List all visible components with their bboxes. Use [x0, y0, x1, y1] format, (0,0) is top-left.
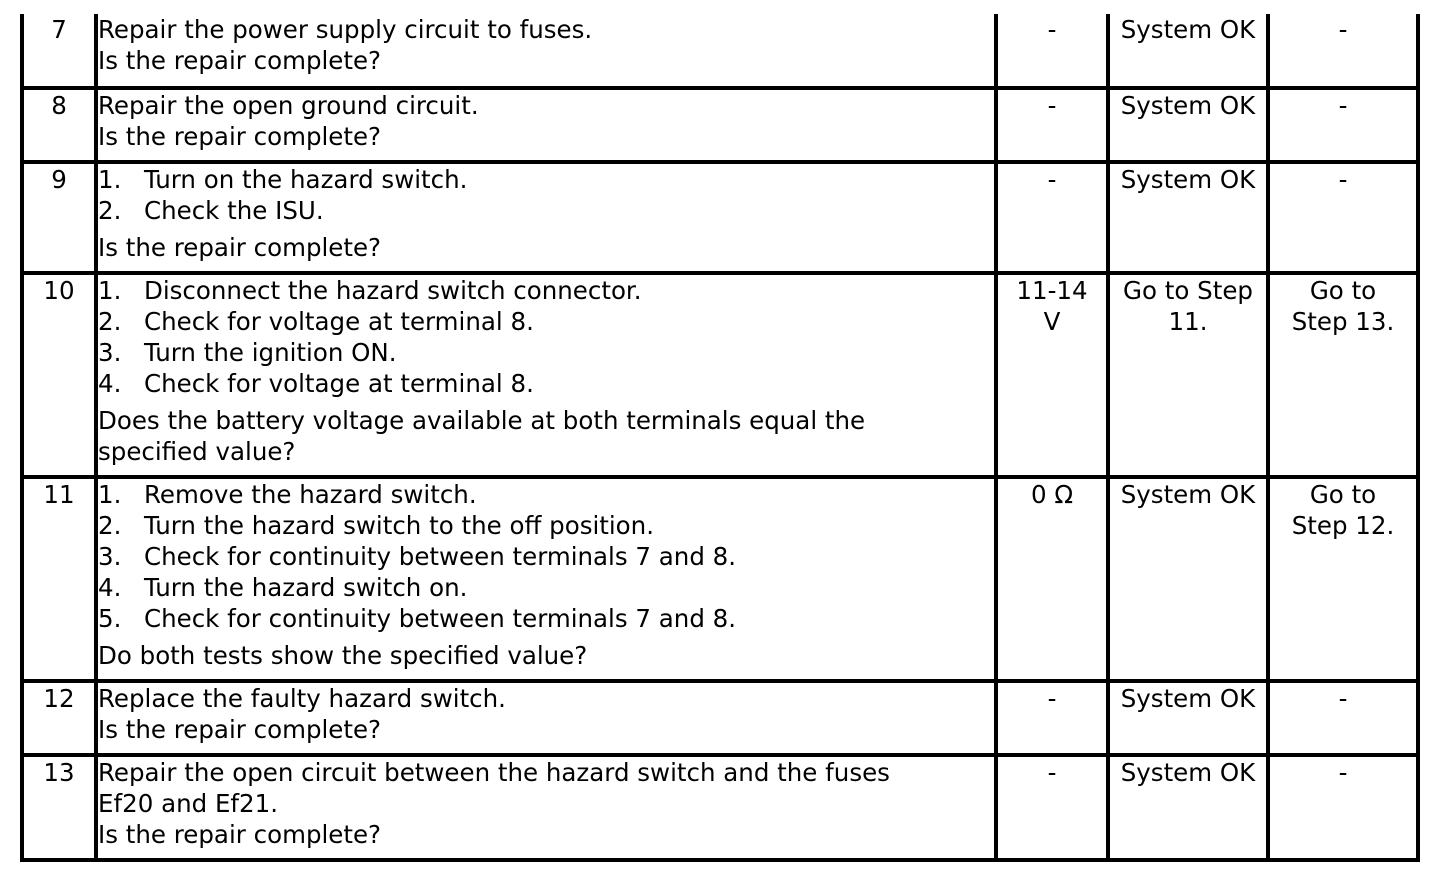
action-text: Repair the power supply circuit to fuses. — [98, 15, 593, 44]
list-item — [98, 195, 994, 226]
no-cell — [1268, 477, 1418, 681]
yes-cell: System OK — [1108, 162, 1268, 273]
action-cell — [96, 477, 996, 681]
action-cell — [96, 162, 996, 273]
value-cell: 0 Ω — [996, 477, 1108, 681]
value-cell: - — [996, 681, 1108, 755]
step-number: 10 — [22, 273, 96, 477]
table-row — [22, 273, 1418, 477]
action-text: Ef20 and Ef21. — [98, 789, 279, 818]
diagnostic-table-container — [20, 14, 1420, 862]
list-text: Check for continuity between terminals 7 and 8. — [144, 542, 737, 571]
value-cell: - — [996, 162, 1108, 273]
list-text: Turn the hazard switch on. — [144, 573, 468, 602]
action-cell — [96, 681, 996, 755]
value-line: 11-14 — [1016, 276, 1088, 305]
list-item — [98, 541, 994, 572]
table-row — [22, 755, 1418, 860]
yes-cell — [1108, 273, 1268, 477]
list-text: Turn on the hazard switch. — [144, 165, 468, 194]
list-number: 4. — [98, 573, 122, 602]
list-text: Check for voltage at terminal 8. — [144, 369, 534, 398]
value-line: V — [1043, 307, 1061, 336]
action-question: Do both tests show the specified value? — [98, 641, 588, 670]
list-item — [98, 368, 994, 399]
action-text: Replace the faulty hazard switch. — [98, 684, 506, 713]
list-text: Disconnect the hazard switch connector. — [144, 276, 642, 305]
action-cell — [96, 14, 996, 88]
step-number: 7 — [22, 14, 96, 88]
list-item — [98, 603, 994, 634]
value-cell: - — [996, 14, 1108, 88]
list-number: 5. — [98, 604, 122, 633]
action-question: Is the repair complete? — [98, 46, 382, 75]
action-cell — [96, 755, 996, 860]
yes-cell: System OK — [1108, 681, 1268, 755]
action-cell — [96, 273, 996, 477]
no-cell: - — [1268, 681, 1418, 755]
list-text: Check for continuity between terminals 7 and 8. — [144, 604, 737, 633]
list-text: Turn the ignition ON. — [144, 338, 397, 367]
procedure-list — [98, 164, 994, 226]
action-question — [98, 405, 994, 467]
table-row — [22, 14, 1418, 88]
list-number: 2. — [98, 511, 122, 540]
question-line: Does the battery voltage available at both terminals equal the — [98, 406, 866, 435]
yes-cell: System OK — [1108, 14, 1268, 88]
action-text: Repair the open circuit between the hazard switch and the fuses — [98, 758, 890, 787]
question-line: specified value? — [98, 437, 296, 466]
list-number: 3. — [98, 542, 122, 571]
list-number: 3. — [98, 338, 122, 367]
no-line: Go to — [1309, 276, 1377, 305]
action-question: Is the repair complete? — [98, 715, 382, 744]
yes-cell: System OK — [1108, 88, 1268, 162]
no-cell: - — [1268, 755, 1418, 860]
list-text: Turn the hazard switch to the off position. — [144, 511, 654, 540]
action-cell — [96, 88, 996, 162]
procedure-list — [98, 275, 994, 399]
no-line: Step 12. — [1291, 511, 1395, 540]
list-text: Check for voltage at terminal 8. — [144, 307, 534, 336]
step-number: 13 — [22, 755, 96, 860]
list-text: Remove the hazard switch. — [144, 480, 477, 509]
list-number: 4. — [98, 369, 122, 398]
procedure-list — [98, 479, 994, 634]
list-number: 2. — [98, 196, 122, 225]
step-number: 8 — [22, 88, 96, 162]
table-row — [22, 681, 1418, 755]
step-number: 11 — [22, 477, 96, 681]
list-item — [98, 337, 994, 368]
no-cell: - — [1268, 14, 1418, 88]
list-number: 1. — [98, 165, 122, 194]
diagnostic-steps-table — [20, 14, 1420, 862]
list-item — [98, 572, 994, 603]
yes-cell: System OK — [1108, 477, 1268, 681]
step-number: 12 — [22, 681, 96, 755]
list-item — [98, 164, 994, 195]
yes-line: Go to Step — [1123, 276, 1253, 305]
list-item — [98, 275, 994, 306]
no-cell: - — [1268, 162, 1418, 273]
action-question: Is the repair complete? — [98, 820, 382, 849]
table-row — [22, 162, 1418, 273]
value-cell — [996, 273, 1108, 477]
value-cell: - — [996, 88, 1108, 162]
value-cell: - — [996, 755, 1108, 860]
list-item — [98, 306, 994, 337]
list-item — [98, 479, 994, 510]
list-number: 1. — [98, 276, 122, 305]
no-line: Go to — [1309, 480, 1377, 509]
list-number: 1. — [98, 480, 122, 509]
action-question: Is the repair complete? — [98, 122, 382, 151]
list-item — [98, 510, 994, 541]
yes-line: 11. — [1168, 307, 1208, 336]
list-number: 2. — [98, 307, 122, 336]
yes-cell: System OK — [1108, 755, 1268, 860]
no-cell — [1268, 273, 1418, 477]
list-text: Check the ISU. — [144, 196, 324, 225]
table-row — [22, 88, 1418, 162]
action-question: Is the repair complete? — [98, 233, 382, 262]
table-row — [22, 477, 1418, 681]
no-cell: - — [1268, 88, 1418, 162]
step-number: 9 — [22, 162, 96, 273]
action-text: Repair the open ground circuit. — [98, 91, 479, 120]
no-line: Step 13. — [1291, 307, 1395, 336]
